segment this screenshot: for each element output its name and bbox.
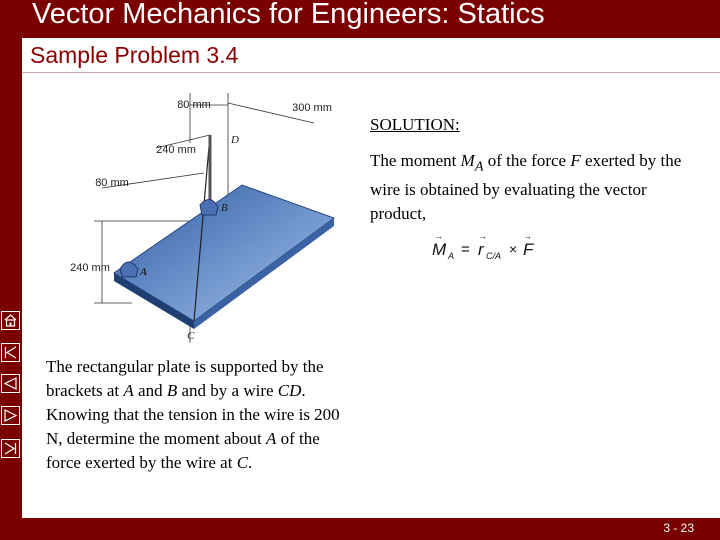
last-slide-icon[interactable]	[1, 439, 20, 458]
svg-text:F: F	[523, 240, 534, 259]
svg-text:C/A: C/A	[486, 251, 502, 261]
svg-text:A: A	[448, 251, 455, 261]
svg-text:M: M	[432, 240, 447, 259]
moment-formula	[430, 231, 560, 267]
dim-300mm: 300 mm	[292, 102, 332, 114]
page-number: 3 - 23	[663, 521, 694, 535]
label-a: A	[140, 266, 148, 278]
plate-figure	[44, 93, 344, 353]
problem-statement: The rectangular plate is supported by the brackets at A and B and by a wire CD. Knowing that the tension in the wire is 200 N, determine the moment about A of the force exerted by the wire at C.	[46, 357, 340, 472]
solution-text: The moment $M_A$ of the force F exerted by the wire is obtained by evaluating the vector product,	[370, 151, 682, 224]
slide-subtitle: Sample Problem 3.4	[30, 42, 239, 68]
svg-text:=: =	[461, 241, 470, 258]
svg-text:→: →	[478, 231, 487, 241]
svg-text:→: →	[434, 231, 443, 241]
label-d: D	[231, 134, 239, 146]
dim-240mm-left: 240 mm	[70, 262, 110, 274]
dim-80mm-left: 80 mm	[95, 177, 129, 189]
dim-80mm-top: 80 mm	[177, 99, 211, 111]
slide-content	[22, 73, 720, 518]
footer-bar	[22, 518, 720, 540]
home-icon[interactable]	[1, 311, 20, 330]
slide-title: Vector Mechanics for Engineers: Statics	[32, 0, 545, 30]
dim-240mm-upper: 240 mm	[156, 144, 196, 156]
svg-text:r: r	[478, 240, 484, 259]
solution-heading: SOLUTION:	[370, 115, 460, 134]
subtitle-bar	[22, 38, 720, 73]
previous-slide-icon[interactable]	[1, 374, 20, 393]
first-slide-icon[interactable]	[1, 343, 20, 362]
label-b: B	[221, 202, 228, 214]
label-c: C	[187, 330, 195, 342]
svg-text:×: ×	[509, 241, 518, 257]
svg-text:→: →	[523, 231, 532, 241]
next-slide-icon[interactable]	[1, 406, 20, 425]
